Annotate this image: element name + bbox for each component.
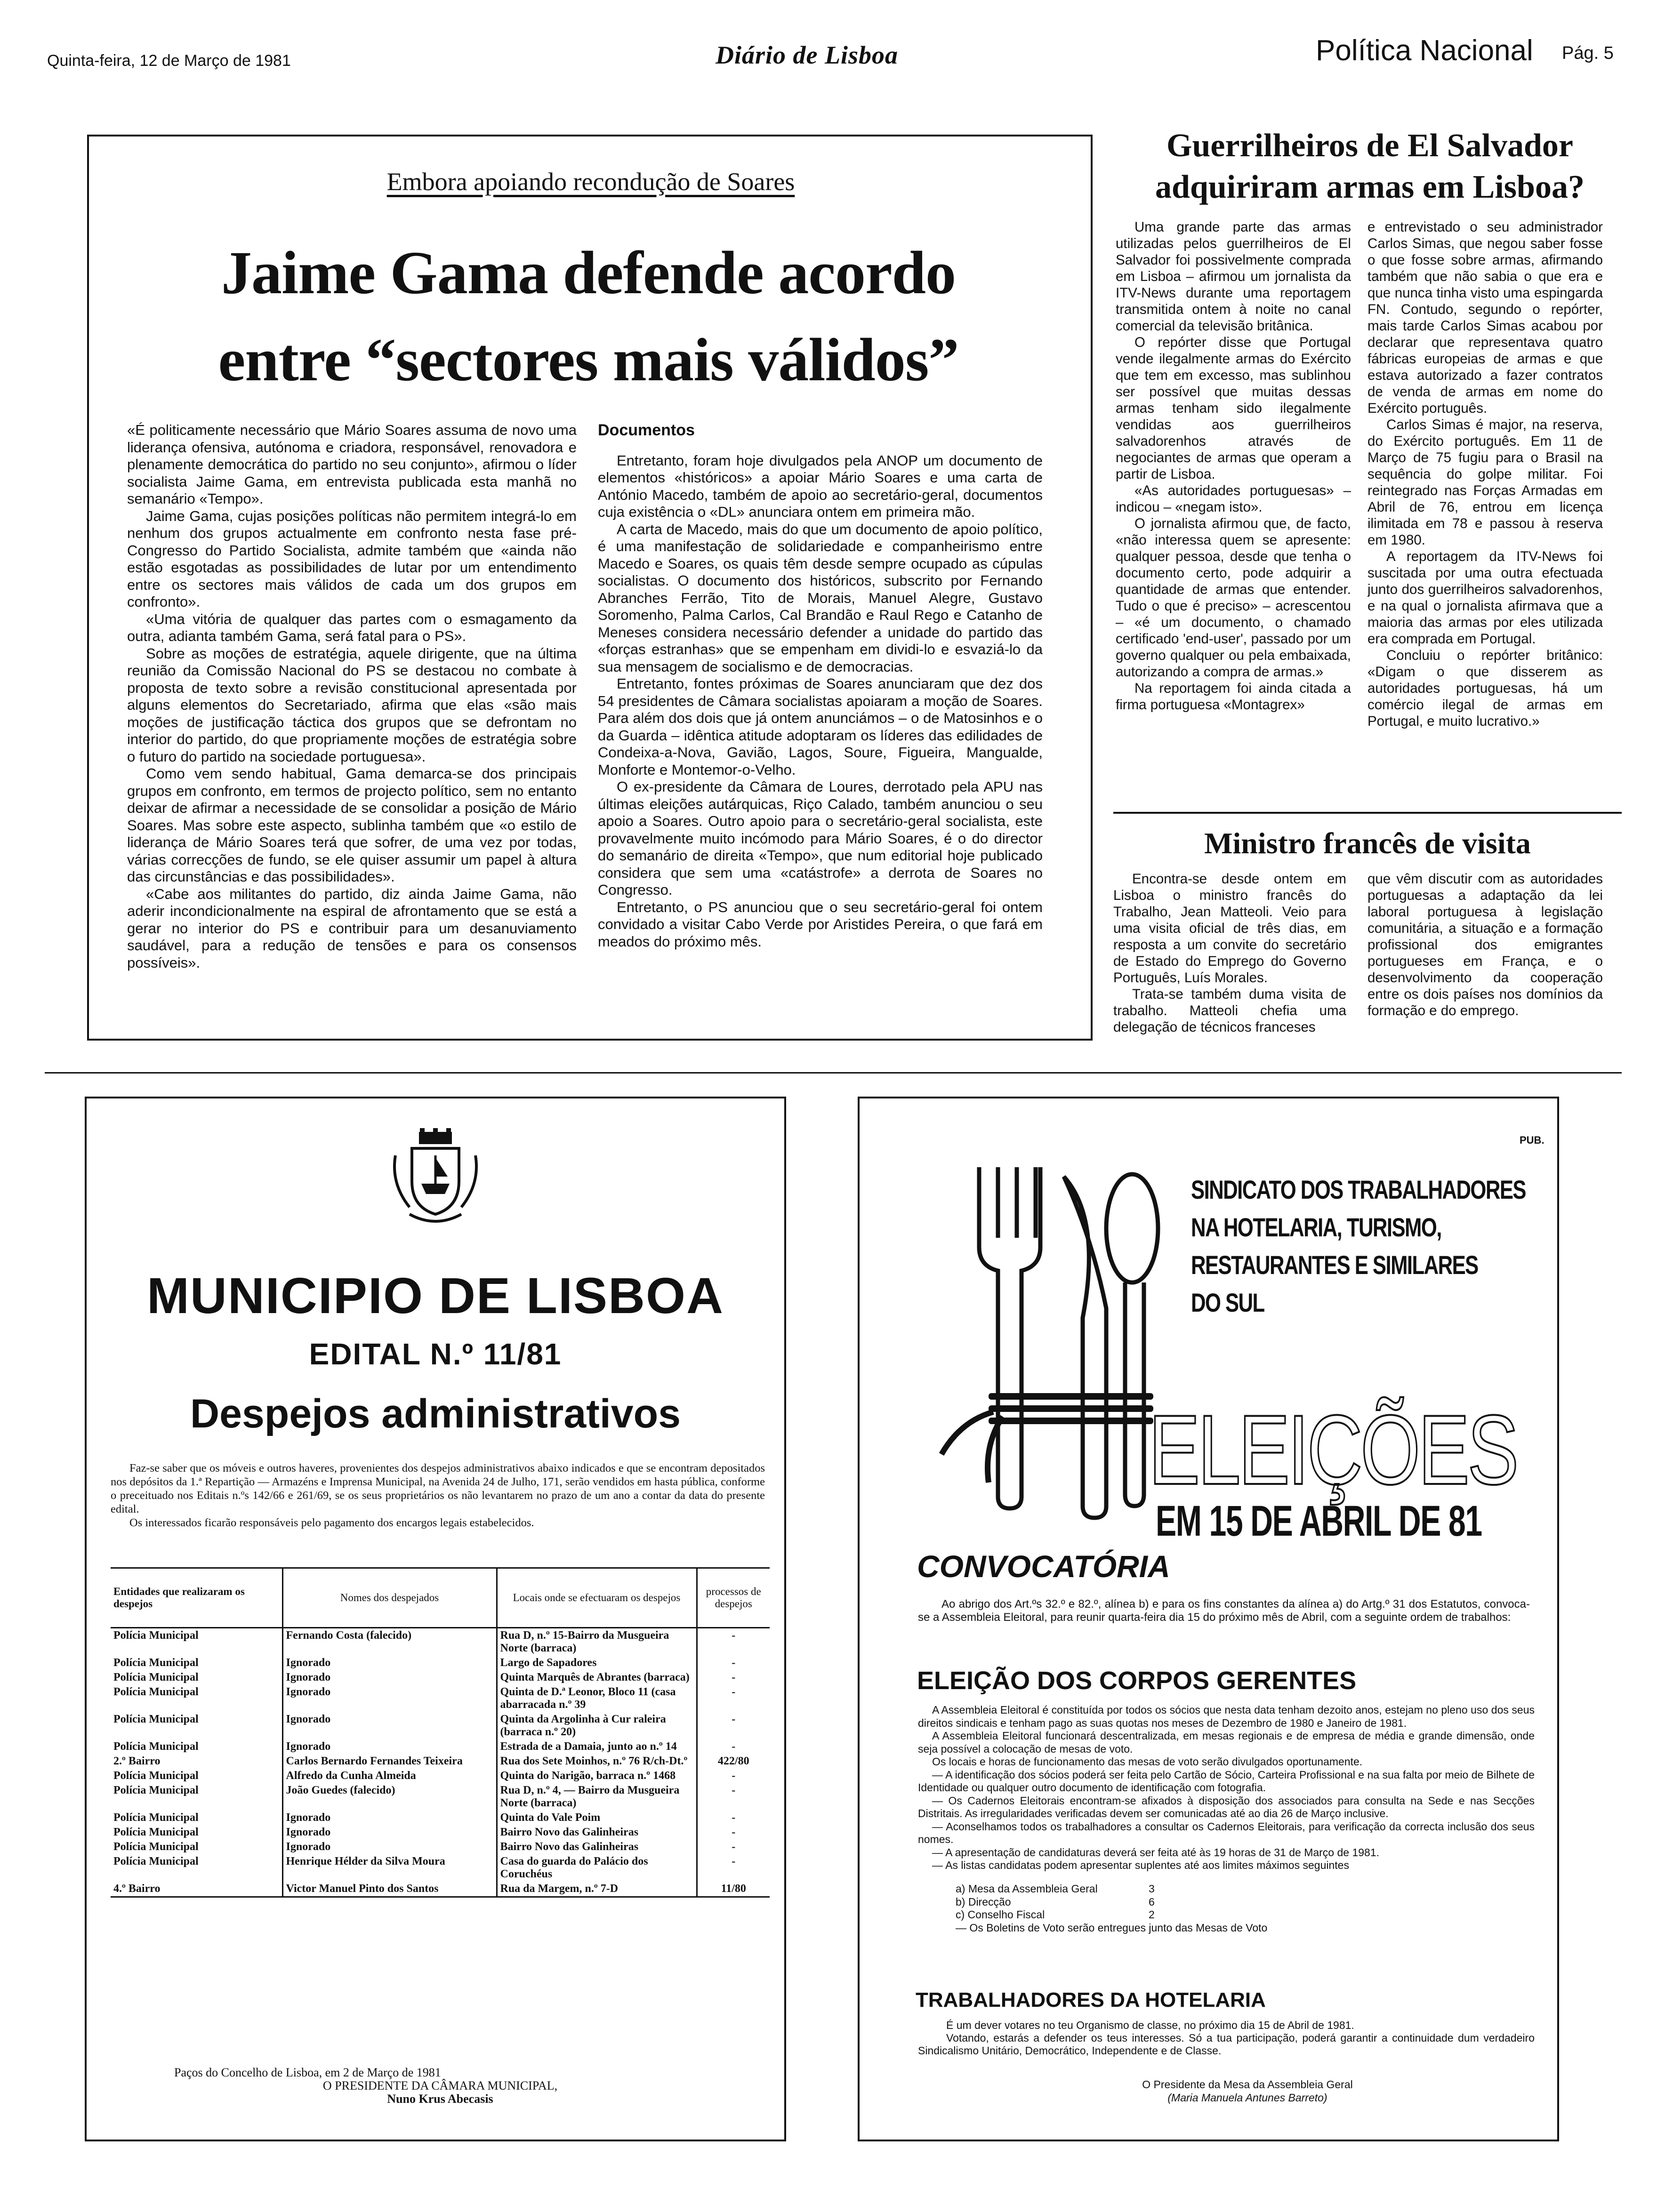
guerrilla-headline-line1: Guerrilheiros de El Salvador [1166,128,1573,164]
section-title: Política Nacional [1316,34,1533,67]
table-cell: Polícia Municipal [113,1841,199,1853]
table-cell: Polícia Municipal [113,1671,199,1683]
table-cell: Quinta do Vale Poim [497,1811,697,1825]
guerrilla-headline-line2: adquiriram armas em Lisboa? [1155,169,1585,205]
paragraph: Trata-se também duma visita de trabalho. Matteoli chefia uma delegação de técnicos franceses [1113,986,1346,1035]
table-cell: Quinta de D.ª Leonor, Bloco 11 (casa abarracada n.º 39 [497,1685,697,1712]
signature-block [1036,2078,1459,2104]
paragraph: A Assembleia Eleitoral funcionará descentralizada, em mesas regionais e de empresa de média e grande dimensão, onde seja possível a colocação de mesas de voto. [918,1730,1535,1755]
table-cell: Ignorado [282,1656,497,1670]
boletins-note: — Os Boletins de Voto serão entregues junto das Mesas de Voto [956,1921,1268,1934]
table-cell: Polícia Municipal [113,1770,199,1782]
table-cell: Polícia Municipal [113,1713,199,1725]
municipio-intro [111,1461,765,1530]
paragraph: A carta de Macedo, mais do que um documento de apoio político, é uma manifestação de solidariedade e companheirismo entre Macedo e Soares, os quais têm desde sempre ocupado as cúpulas socialistas. O documento dos históricos, subscrito por Fernando Abranches Ferrão, Tito de Morais, Manuel Alegre, Gustavo Soromenho, Palma Carlos, Cal Brandão e Raul Rego e Catanho de Meneses considera necessário defender a unidade do partido das «forças estranhas» que se empenham em dividi-lo e esvaziá-lo da sua mensagem de socialismo e de democracias. [598,521,1043,675]
paragraph: Como vem sendo habitual, Gama demarca-se dos principais grupos em confronto, em termos de projecto político, sem no entanto deixar de afirmar a necessidade de se consolidar a posição de Mário Soares. Mas sobre este aspecto, sublinha também que «o estilo de liderança de Mário Soares terá que sofrer, de uma vez por todas, várias correcções de fundo, se ele quiser assumir um papel à altura das circunstâncias e das possibilidades». [127,765,577,885]
table-row [111,1712,770,1739]
table-row [111,1685,770,1712]
table-cell: Ignorado [282,1840,497,1854]
table-cell: - [697,1825,770,1840]
table-cell: Polícia Municipal [113,1811,199,1824]
paragraph: e entrevistado o seu administrador Carlos Simas, que negou saber fosse o que fosse sobre armas, afirmando também que não sabia o que era e que nunca tinha visto uma espingarda FN. Contudo, segundo o repórter, mais tarde Carlos Simas acabou por declarar que representava quatro fábricas europeias de armas e que estava autorizado a fazer contratos de venda de armas em nome do Exército português. [1367,219,1603,416]
article-kicker: Embora apoiando recondução de Soares [386,168,795,196]
table-header: processos de despejos [697,1569,770,1628]
paragraph: Os locais e horas de funcionamento das mesas de voto serão divulgados oportunamente. [932,1755,1363,1768]
table-row [111,1840,770,1854]
table-row [111,1882,770,1896]
article-headline-line1: Jaime Gama defende acordo [221,239,956,307]
limit-row [956,1896,1285,1909]
paragraph: A reportagem da ITV-News foi suscitada por uma outra efectuada junto dos guerrilheiros salvadorenhos, e na qual o jornalista afirmava que a maioria das armas por eles utilizada era comprada em Portugal. [1367,549,1603,647]
table-cell: - [697,1628,770,1656]
candidate-limits [956,1883,1285,1934]
table-cell: 4.º Bairro [113,1883,161,1895]
signature-title: O Presidente da Mesa da Assembleia Geral [1142,2078,1353,2091]
paragraph: Os interessados ficarão responsáveis pelo pagamento dos encargos legais estabelecidos. [129,1516,534,1529]
signature-name: Nuno Krus Abecasis [387,2092,493,2106]
table-cell: 11/80 [697,1882,770,1896]
pub-label: PUB. [1520,1134,1544,1146]
table-cell: João Guedes (falecido) [282,1783,497,1811]
trabalhadores-title: TRABALHADORES DA HOTELARIA [916,1988,1266,2012]
table-cell: - [697,1739,770,1754]
eleicao-corpos-title: ELEIÇÃO DOS CORPOS GERENTES [917,1667,1357,1695]
table-cell: Polícia Municipal [113,1657,199,1669]
table-cell: - [697,1670,770,1685]
paragraph: «É politicamente necessário que Mário Soares assuma de novo uma liderança ofensiva, autónoma e criadora, responsável, renovadora e plenamente democrática do partido no seu conjunto», afirmou o líder socialista Jaime Gama, em entrevista publicada esta manhã no semanário «Tempo». [127,422,577,507]
table-row [111,1769,770,1783]
convocatoria-text: Ao abrigo dos Art.ºs 32.º e 82.º, alínea b) e para os fins constantes da alínea a) do Artg.º 31 dos Estatutos, convoca-se a Assembleia Eleitoral, para reunir quarta-feira dia 15 do próximo mês de Abril, com a seguinte ordem de trabalhos: [918,1598,1530,1624]
union-name-line4: DO SUL [1191,1288,1264,1317]
table-cell: Rua D, n.º 4, — Bairro da Musgueira Norte (barraca) [497,1783,697,1811]
guerrilla-column-1 [1116,219,1351,798]
paragraph: Entretanto, foram hoje divulgados pela ANOP um documento de elementos «históricos» a apoiar Mário Soares e uma carta de António Macedo, também de apoio ao secretário-geral, documentos cuja existência o «DL» anunciara ontem em primeira mão. [598,452,1043,520]
article-divider [1113,812,1622,814]
paragraph: Encontra-se desde ontem em Lisboa o ministro francês do Trabalho, Jean Matteoli. Veio para uma visita oficial de três dias, em resposta a um convite do secretário de Estado do Emprego do Governo Português, Luís Morales. [1113,871,1346,986]
convocatoria-title: CONVOCATÓRIA [917,1549,1170,1584]
paragraph: «Cabe aos militantes do partido, diz ainda Jaime Gama, não aderir incondicionalmente na espiral de afrontamento que se está a gerar no interior do PS e contribuir para um desanuviamento saudável, para a redução de tensões e para os consensos possíveis». [127,885,577,971]
table-cell: Quinta do Narigão, barraca n.º 1468 [497,1769,697,1783]
table-cell: Polícia Municipal [113,1784,199,1796]
paragraph: — Aconselhamos todos os trabalhadores a consultar os Cadernos Eleitorais, para verificação da correcta inclusão dos seus nomes. [918,1820,1535,1845]
table-cell: Alfredo da Cunha Almeida [282,1769,497,1783]
article-headline-line2: entre “sectores mais válidos” [218,326,959,394]
limit-label: a) Mesa da Assembleia Geral [956,1883,1098,1895]
table-cell: Fernando Costa (falecido) [282,1628,497,1656]
limit-row [956,1883,1285,1896]
table-cell: Quinta Marquês de Abrantes (barraca) [497,1670,697,1685]
table-cell: Polícia Municipal [113,1826,199,1838]
paragraph: Sobre as moções de estratégia, aquele dirigente, que na última reunião da Comissão Nacional do PS se destacou no combate à proposta de texto sobre a revisão constitucional apresentada por alguns elementos do Secretariado, afirma que elas «são mais moções de justificação táctica dos grupos que se defrontam no interior do partido, do que propriamente moções de estratégia sobre o futuro do partido na sociedade portuguesa». [127,645,577,765]
table-cell: Ignorado [282,1739,497,1754]
table-cell: Polícia Municipal [113,1686,199,1698]
table-cell: Ignorado [282,1825,497,1840]
minister-column-1 [1113,871,1346,1068]
paragraph: — A apresentação de candidaturas deverá ser feita até às 19 horas de 31 de Março de 1981. [932,1846,1380,1859]
paragraph: Entretanto, fontes próximas de Soares anunciaram que dez dos 54 presidentes de Câmara socialistas apoiaram a moção de Soares. Para além dos dois que já ontem anunciámos – o de Matosinhos e o da Guarda – idêntica atitude adoptaram os líderes das edilidades de Condeixa-a-Nova, Gavião, Lagos, Soure, Figueira, Mangualde, Monforte e Montemor-o-Velho. [598,675,1043,778]
table-cell: Casa do guarda do Palácio dos Coruchéus [497,1854,697,1882]
issue-date: Quinta-feira, 12 de Março de 1981 [47,52,291,70]
signature-title: O PRESIDENTE DA CÂMARA MUNICIPAL, [322,2079,558,2092]
table-cell: Largo de Sapadores [497,1656,697,1670]
table-cell: - [697,1854,770,1882]
table-cell: Ignorado [282,1811,497,1825]
despejos-table [111,1567,770,1898]
table-cell: - [697,1712,770,1739]
table-header: Locais onde se efectuaram os despejos [497,1569,697,1628]
paragraph: Votando, estarás a defender os teus interesses. Só a tua participação, poderá garantir a continuidade dum verdadeiro Sindicalismo Unitário, Democrático, Independente e de Classe. [918,2032,1535,2057]
table-row [111,1854,770,1882]
table-cell: Victor Manuel Pinto dos Santos [282,1882,497,1896]
municipio-title: MUNICIPIO DE LISBOA [146,1267,724,1324]
paragraph: Uma grande parte das armas utilizadas pelos guerrilheiros de El Salvador foi possivelmente comprada em Lisboa – afirmou um jornalista da ITV-News durante uma reportagem transmitida ontem à noite no canal comercial da televisão britânica. [1116,219,1351,334]
table-cell: 422/80 [697,1754,770,1769]
paragraph: — As listas candidatas podem apresentar suplentes até aos limites máximos seguintes [932,1859,1349,1871]
paragraph: Concluiu o repórter britânico: «Digam o que disserem as autoridades portuguesas, há um comércio ilegal de armas em Portugal, e muito lucrativo.» [1367,648,1603,729]
paragraph: É um dever votares no teu Organismo de classe, no próximo dia 15 de Abril de 1981. [946,2019,1354,2031]
guerrilla-column-2 [1367,219,1603,798]
union-name-line3: RESTAURANTES E SIMILARES [1191,1250,1478,1280]
main-article-column-2 [598,422,1043,1034]
table-cell: Rua D, n.º 15-Bairro da Musgueira Norte (barraca) [497,1628,697,1656]
table-cell: Bairro Novo das Galinheiras [497,1840,697,1854]
eleicoes-title: ELEIÇÕES [1149,1395,1517,1505]
limit-value: 3 [1149,1883,1155,1895]
table-row [111,1754,770,1769]
paragraph: «As autoridades portuguesas» – indicou – «negam isto». [1116,483,1351,515]
table-cell: Polícia Municipal [113,1740,199,1753]
paragraph: O ex-presidente da Câmara de Loures, derrotado pela APU nas últimas eleições autárquicas, Riço Calado, também anunciou o seu apoio a Soares. Outro apoio para o secretário-geral socialista, este provavelmente muito incómodo para Mário Soares, é o do director do semanário de direita «Tempo», que num editorial hoje publicado considera que sem uma «catástrofe» a derrota de Soares no Congresso. [598,778,1043,898]
table-header: Entidades que realizaram os despejos [111,1569,282,1628]
table-header: Nomes dos despejados [282,1569,497,1628]
place-date: Paços do Concelho de Lisboa, em 2 de Março de 1981 [174,2066,441,2079]
limit-value: 2 [1149,1908,1155,1921]
edital-number: EDITAL N.º 11/81 [309,1337,562,1371]
table-row [111,1670,770,1685]
ad-subtitle: Despejos administrativos [190,1391,681,1436]
table-cell: Henrique Hélder da Silva Moura [282,1854,497,1882]
table-cell: Polícia Municipal [113,1629,199,1642]
paragraph: Na reportagem foi ainda citada a firma portuguesa «Montagrex» [1116,681,1351,713]
paragraph: O repórter disse que Portugal vende ilegalmente armas do Exército que tem em excesso, mas sublinhou ser possível que muitas dessas armas tenham sido ilegalmente vendidas aos guerrilheiros salvadorenhos através de negociantes de armas que operam a partir de Lisboa. [1116,335,1351,482]
table-cell: - [697,1769,770,1783]
signature-name: (Maria Manuela Antunes Barreto) [1167,2092,1327,2104]
table-cell: Bairro Novo das Galinheiras [497,1825,697,1840]
paragraph: que vêm discutir com as autoridades portuguesas a adaptação da lei laboral portuguesa à legislação comunitária, a situação e a formação profissional dos emigrantes portugueses em França, e o desenvolvimento da cooperação entre os dois países nos domínios da formação e do emprego. [1367,871,1603,1018]
table-cell: 2.º Bairro [113,1755,161,1767]
table-cell: - [697,1656,770,1670]
limit-label: b) Direcção [956,1895,1011,1908]
cutlery-illustration-icon [923,1148,1167,1525]
paragraph: Entretanto, o PS anunciou que o seu secretário-geral foi ontem convidado a visitar Cabo Verde por Aristides Pereira, o que fará em meados do próximo mês. [598,898,1043,950]
table-cell: Ignorado [282,1712,497,1739]
masthead-logo: Diário de Lisboa [716,41,898,69]
paragraph: O jornalista afirmou que, de facto, «não interessa quem se apresente: qualquer pessoa, desde que tenha o documento certo, pode adquirir a quantidade de armas que entender. Tudo o que é preciso» – acrescentou – «é um documento, o chamado certificado 'end-user', passado por um governo qualquer ou pela embaixada, autorizando a compra de armas.» [1116,516,1351,680]
limit-label: c) Conselho Fiscal [956,1908,1045,1921]
paragraph: — A identificação dos sócios poderá ser feita pelo Cartão de Sócio, Carteira Profissional e na sua falta por meio de Bilhete de Identidade ou qualquer outro documento de identificação com fotografia. [918,1768,1535,1794]
table-cell: Polícia Municipal [113,1855,199,1867]
table-cell: - [697,1783,770,1811]
trabalhadores-text [918,2019,1535,2057]
table-row [111,1656,770,1670]
minister-column-2 [1367,871,1603,1068]
table-cell: Rua dos Sete Moinhos, n.º 76 R/ch-Dt.º [497,1754,697,1769]
table-row [111,1739,770,1754]
limit-row [956,1908,1285,1922]
paragraph: — Os Cadernos Eleitorais encontram-se afixados à disposição dos associados para consulta na Sede e nas Secções Distritais. As irregularidades verificadas devem ser comunicadas até ao dia 26 de Março inclusive. [918,1794,1535,1819]
main-article-column-1 [127,422,577,1034]
paragraph: «Uma vitória de qualquer das partes com o esmagamento da outra, adianta também Gama, será fatal para o PS». [127,610,577,644]
table-cell: - [697,1811,770,1825]
paragraph: A Assembleia Eleitoral é constituída por todos os sócios que nesta data tenham dezoito anos, estejam no pleno uso dos seus direitos sindicais e tenham pago as suas quotas nos meses de Dezembro de 1980 e Janeiro de 1981. [918,1704,1535,1729]
table-cell: - [697,1685,770,1712]
table-cell: - [697,1840,770,1854]
page-number: Pág. 5 [1562,43,1614,63]
municipio-footer [111,2066,770,2106]
table-row [111,1825,770,1840]
paragraph: Jaime Gama, cujas posições políticas não permitem integrá-lo em nenhum dos grupos actualmente em confronto nesta fase pré-Congresso do Partido Socialista, admite também que «ainda não estão esgotadas as possibilidades de lutar por um entendimento entre os sectores mais válidos de cada um dos grupos em confronto». [127,507,577,610]
table-cell: Quinta da Argolinha à Cur raleira (barraca n.º 20) [497,1712,697,1739]
subhead-documentos: Documentos [598,422,695,439]
page-divider [45,1072,1622,1074]
table-cell: Ignorado [282,1685,497,1712]
table-row [111,1811,770,1825]
table-cell: Ignorado [282,1670,497,1685]
minister-headline: Ministro francês de visita [1204,826,1531,860]
eleicao-rules [918,1704,1535,1872]
paragraph: Faz-se saber que os móveis e outros haveres, provenientes dos despejos administrativos abaixo indicados e que se encontram depositados nos depósitos da 1.ª Repartição — Armazéns e Imprensa Municipal, na Avenida 24 de Julho, 171, serão vendidos em hasta pública, conforme o preceituado nos Editais n.ºs 142/66 e 261/69, se os seus proprietários os não levantarem no prazo de um ano a contar da data do presente edital. [111,1462,765,1515]
lisbon-coat-of-arms-icon [391,1127,480,1231]
table-cell: Rua da Margem, n.º 7-D [497,1882,697,1896]
table-row [111,1628,770,1656]
union-name-line2: NA HOTELARIA, TURISMO, [1191,1212,1441,1242]
election-date: EM 15 DE ABRIL DE 81 [1156,1497,1482,1545]
table-row [111,1783,770,1811]
limit-value: 6 [1149,1895,1155,1908]
union-name-line1: SINDICATO DOS TRABALHADORES [1191,1175,1526,1204]
table-cell: Carlos Bernardo Fernandes Teixeira [282,1754,497,1769]
paragraph: Carlos Simas é major, na reserva, do Exército português. Em 11 de Março de 75 fugiu para o Brasil na sequência do golpe militar. Foi reintegrado nas Forças Armadas em Abril de 76, entrou em licença ilimitada em 78 e passou à reserva em 1980. [1367,417,1603,548]
table-cell: Estrada de a Damaia, junto ao n.º 14 [497,1739,697,1754]
